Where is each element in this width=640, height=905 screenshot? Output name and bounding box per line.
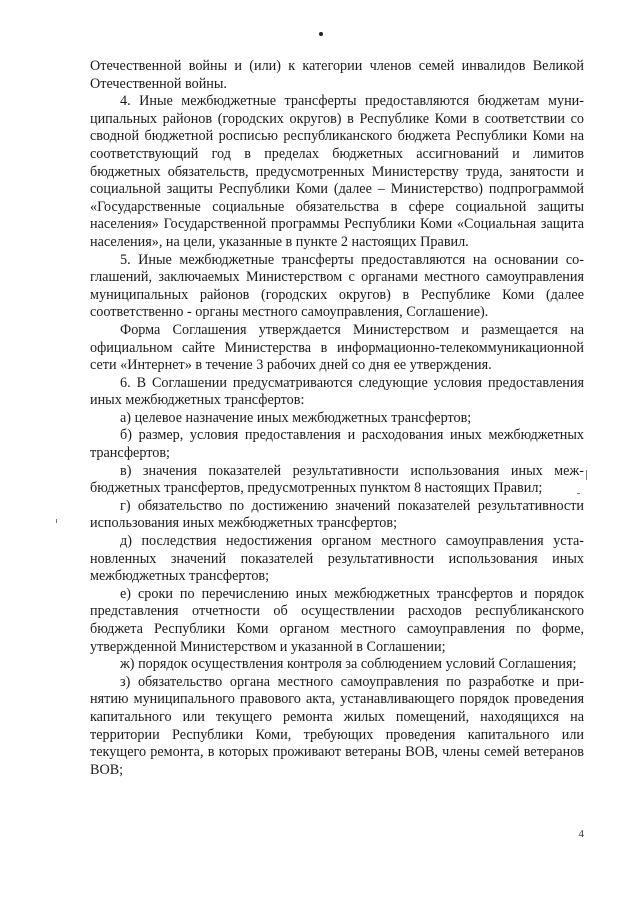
paragraph-continuation: Отечественной войны и (или) к категории членов семей инвалидов Великой Отечественной войны. bbox=[90, 58, 584, 92]
item-b: б) размер, условия предоставления и расходования иных межбюджетных трансфертов; bbox=[90, 427, 584, 462]
item-g: г) обязательство по достижению значений показателей результативности использования иных межбюджетных трансфертов; bbox=[90, 497, 584, 532]
paragraph-5: 5. Иные межбюджетные трансферты предоставляются на основании соглашений, заключаемых Министерством с органами местного самоуправления муниципальных районов (городских округов) в Республике Коми (далее соответственно - органы местного самоуправления, Соглашение). bbox=[90, 251, 584, 321]
paragraph-agreement-form: Форма Соглашения утверждается Министерством и размещается на официальном сайте Министерства в информационно-телекоммуникационной сети «Интернет» в течение 3 рабочих дней со дня ее утверждения. bbox=[90, 321, 584, 374]
item-z: з) обязательство органа местного самоуправления по разработке и принятию муниципального правового акта, устанавливающего порядок проведения капитального или текущего ремонта жилых помещений, находящихся на территории Республики Коми, требующих проведения капитального или текущего ремонта, в которых проживают ветераны ВОВ, члены семей ветеранов ВОВ; bbox=[90, 673, 584, 778]
paragraph-4: 4. Иные межбюджетные трансферты предоставляются бюджетам муниципальных районов (городских округов) в Республике Коми в соответствии со сводной бюджетной росписью республиканского бюджета Республики Коми на соответствующий год в пределах бюджетных ассигнований и лимитов бюджетных обязательств, предусмотренных Министерству труда, занятости и социальной защиты Республики Коми (далее – Министерство) подпрограммой «Государственные социальные обязательства в сфере социальной защиты населения» Государственной программы Республики Коми «Социальная защита населения», на цели, указанные в пункте 2 настоящих Правил. bbox=[90, 93, 584, 250]
document-body bbox=[90, 58, 584, 779]
page-number: 4 bbox=[578, 828, 584, 840]
paragraph-6: 6. В Соглашении предусматриваются следующие условия предоставления иных межбюджетных трансфертов: bbox=[90, 374, 584, 409]
scan-mark bbox=[577, 493, 580, 494]
scan-mark bbox=[56, 519, 57, 523]
scan-dot bbox=[319, 32, 323, 36]
item-e: е) сроки по перечислению иных межбюджетных трансфертов и порядок представления отчетности об осуществлении расходов республиканского бюджета Республики Коми органом местного самоуправления по форме, утвержденной Министерством и указанной в Соглашении; bbox=[90, 585, 584, 655]
item-d: д) последствия недостижения органом местного самоуправления установленных значений показателей результативности использования иных межбюджетных трансфертов; bbox=[90, 533, 584, 585]
scan-mark bbox=[586, 470, 587, 480]
item-a: а) целевое назначение иных межбюджетных трансфертов; bbox=[120, 409, 472, 426]
item-v: в) значения показателей результативности использования иных межбюджетных трансфертов, предусмотренных пунктом 8 настоящих Правил; bbox=[90, 462, 584, 497]
item-zh: ж) порядок осуществления контроля за соблюдением условий Соглашения; bbox=[120, 656, 577, 673]
